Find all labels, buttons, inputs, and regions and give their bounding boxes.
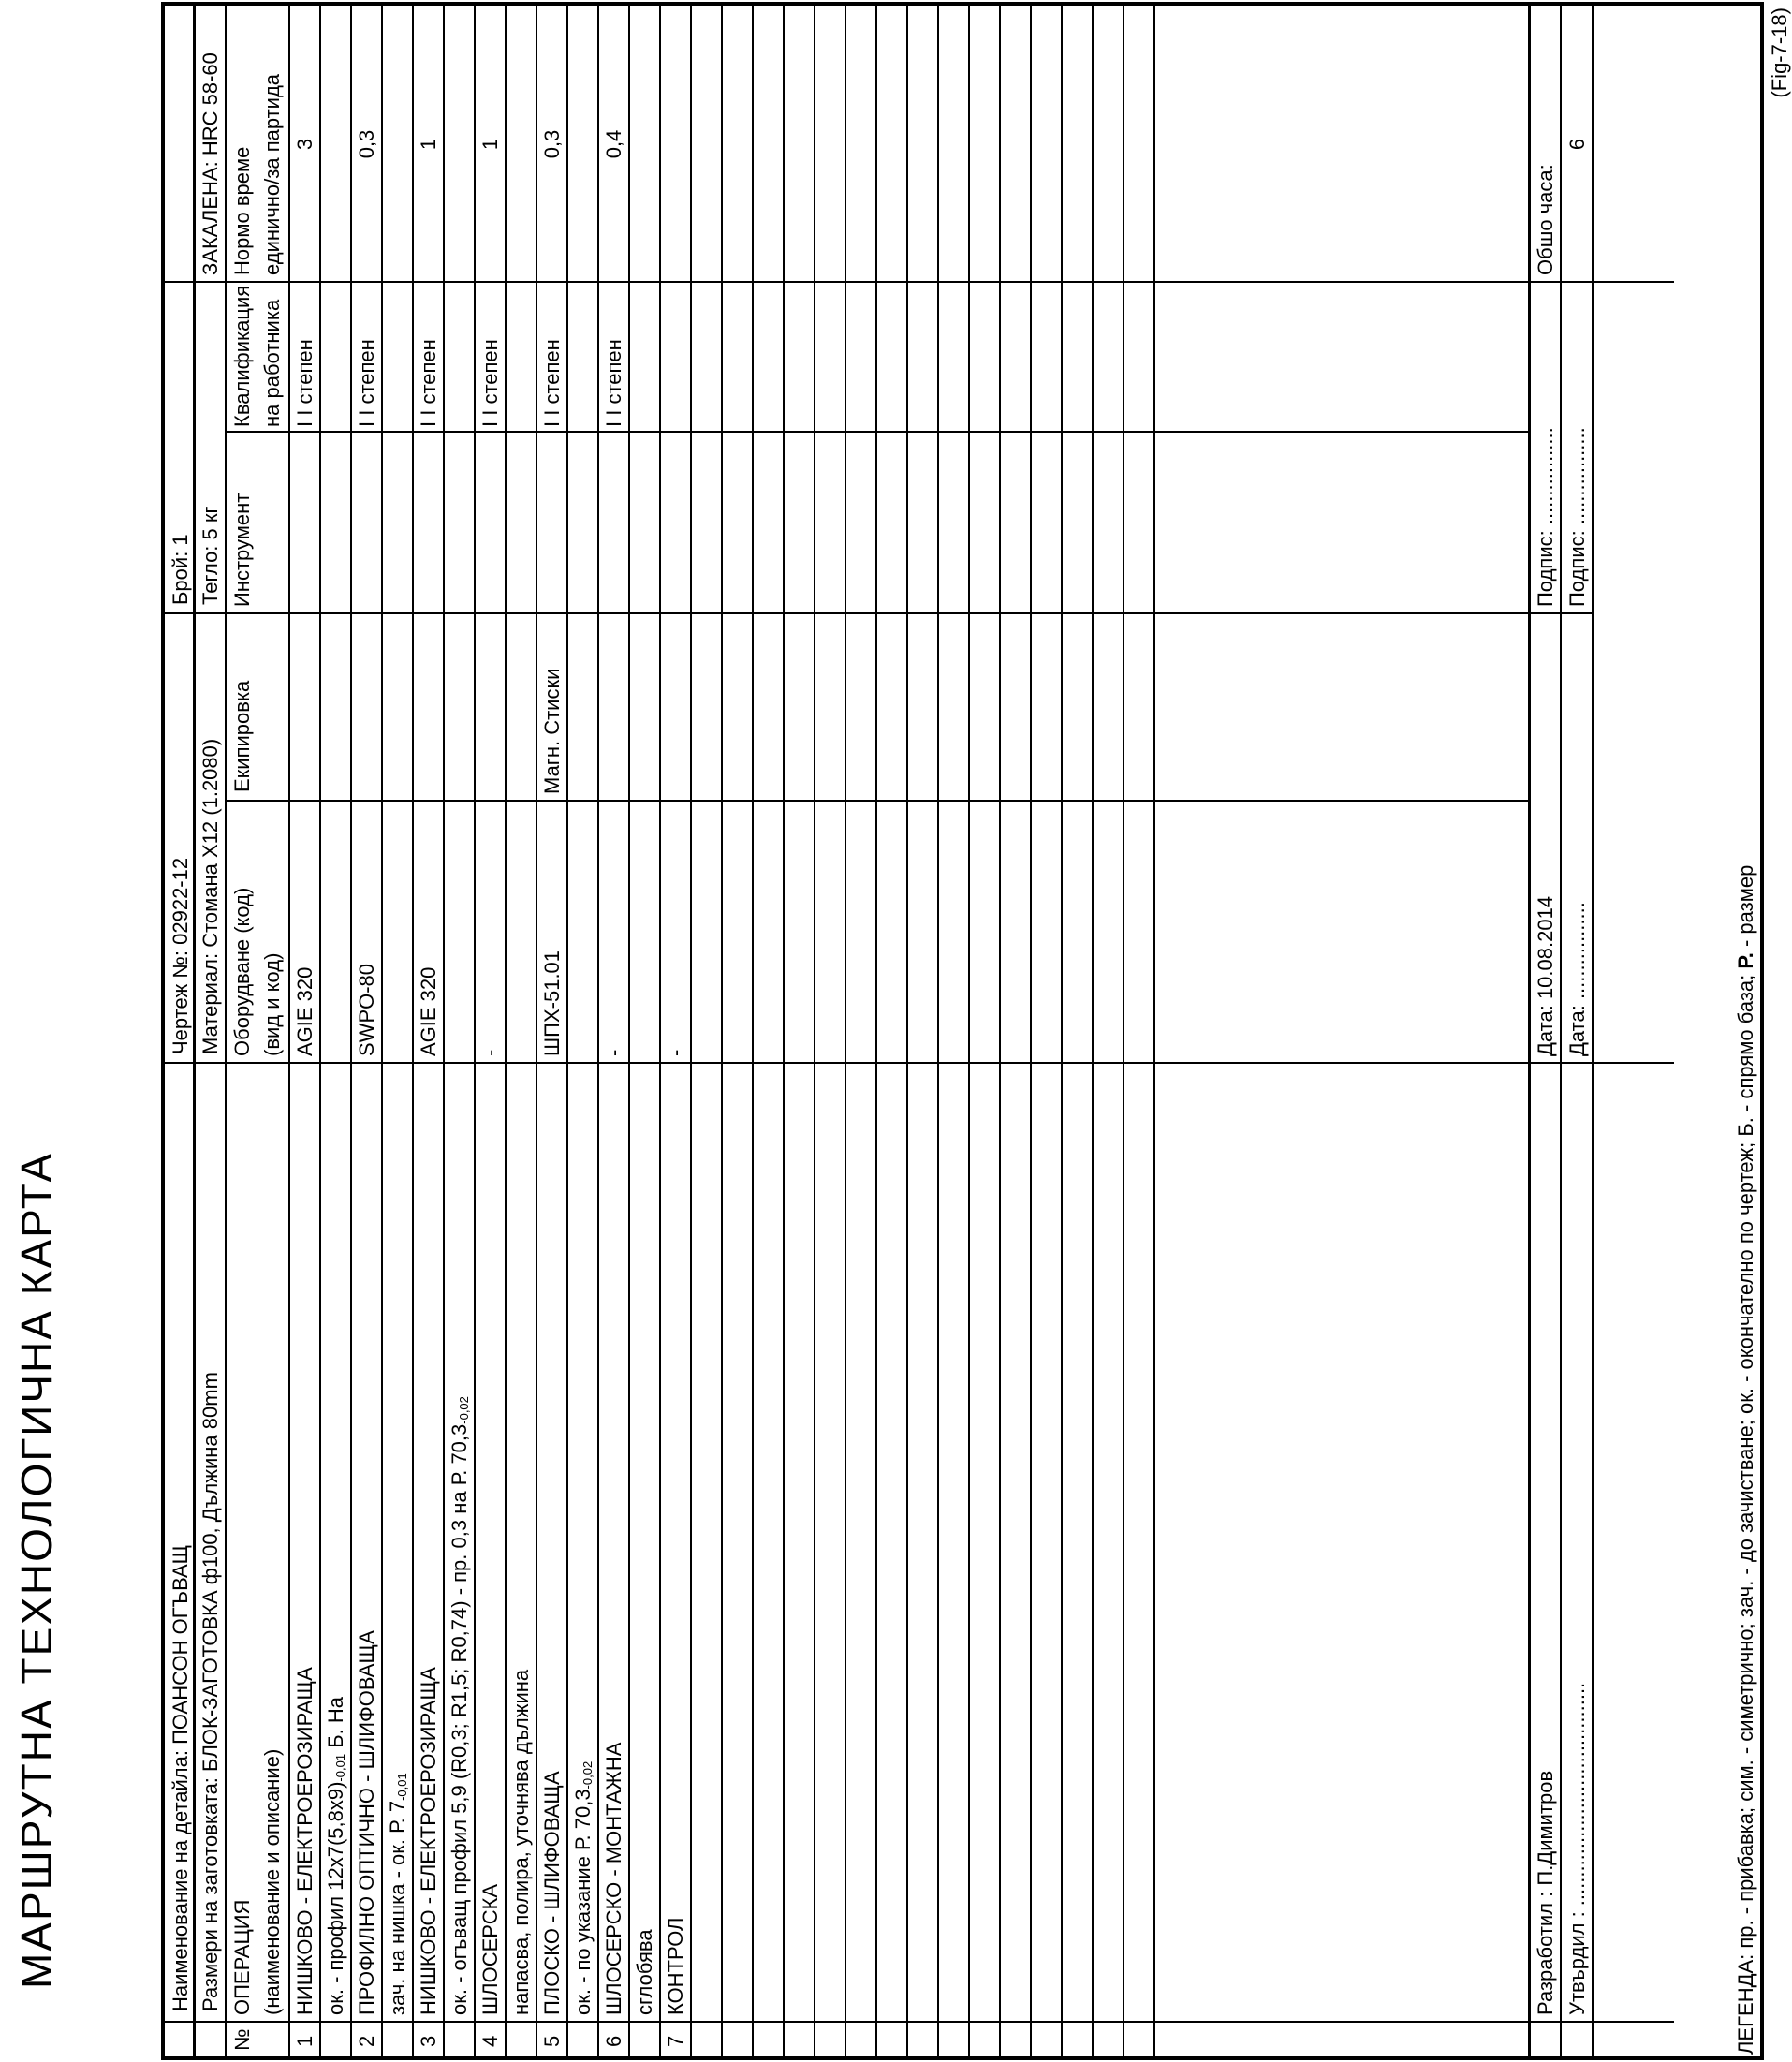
approved-sign: Подпис: ................. [1565, 427, 1589, 607]
footer-bottom [1592, 6, 1594, 2056]
norm-time-cell: 0,3 [540, 129, 564, 159]
row-line [999, 6, 1001, 2056]
row-line [906, 6, 908, 2056]
row-line [937, 6, 939, 2056]
norm-time-cell: 1 [417, 138, 440, 151]
col-norm-time: Нормо време [230, 146, 254, 275]
row-line [1061, 6, 1063, 2056]
column-line [165, 2021, 1674, 2023]
col-qualification-sub: на работника [260, 299, 284, 427]
tolerance-subscript: -0,01 [333, 1753, 347, 1782]
col-no: № [230, 2028, 254, 2051]
row-line [1153, 6, 1155, 2056]
total-hours-label: Обшо часа: [1534, 164, 1557, 275]
col-operation-sub: (наименование и описание) [260, 1748, 284, 2015]
row-line [319, 6, 321, 2056]
operation-tolerance [449, 1396, 470, 2015]
footer-divider [1560, 6, 1562, 2056]
header-divider [193, 6, 196, 2056]
weight: Тегло: 5 кг [198, 506, 222, 605]
operation-text: ШЛОСЕРСКА [478, 1883, 502, 2015]
row-number: 5 [540, 2035, 564, 2047]
equipment-cell: SWPO-80 [355, 963, 378, 1056]
equipment-cell: AGIE 320 [293, 966, 316, 1056]
qualification-cell: I I степен [602, 339, 625, 427]
operation-text: напасва, полира, уточнява дължина [509, 1669, 533, 2015]
blank-size: Размери на заготовката: БЛОК-ЗАГОТОВКА ф100, Дължина 80mm [198, 1372, 222, 2011]
operation-text: ок. - огъващ профил 5,9 (R0,3; R1,5; R0,74) - пр. 0,3 на Р. 70,3 [448, 1423, 471, 2015]
col-equipment-sub: (вид и код) [260, 952, 284, 1056]
qualification-cell: I I степен [540, 339, 564, 427]
row-line [659, 6, 661, 2056]
norm-time-cell: 0,3 [355, 129, 378, 159]
tolerance-subscript: -0,02 [457, 1396, 471, 1424]
qualification-cell: I I степен [417, 339, 440, 427]
operation-text: зач. на нишка - ок. Р. 7 [386, 1800, 409, 2015]
row-line [690, 6, 692, 2056]
fixture-cell: Магн. Стиски [540, 668, 564, 794]
operation-tail: Б. На [324, 1697, 347, 1754]
norm-time-cell: 1 [478, 138, 502, 151]
operation-text: сглобява [633, 1929, 656, 2015]
col-equipment: Оборудване (код) [230, 887, 254, 1056]
developed-date: Дата: 10.08.2014 [1534, 895, 1557, 1056]
legend-bold: Р. [1734, 952, 1757, 969]
column-line [165, 612, 225, 614]
operation-text: ок. - по указание Р. 70,3 [571, 1789, 595, 2015]
row-line [1123, 6, 1124, 2056]
row-number: 7 [664, 2035, 687, 2047]
equipment-cell: - [664, 1049, 687, 1056]
equipment-cell: ШПХ-51.01 [540, 950, 564, 1056]
footer-divider [1528, 6, 1531, 2056]
footer-column-line [1528, 612, 1592, 614]
col-qualification: Квалификация [230, 285, 254, 427]
legend-suffix: - размер [1734, 864, 1757, 953]
column-line [165, 1062, 1674, 1064]
operation-tolerance [388, 1773, 408, 2015]
row-line [566, 6, 568, 2056]
row-line [783, 6, 785, 2056]
col-fixture: Екипировка [230, 680, 254, 792]
count: Брой: 1 [169, 534, 192, 605]
tolerance-subscript: -0,02 [580, 1760, 595, 1790]
operation-text: ШЛОСЕРСКО - МОНТАЖНА [602, 1742, 625, 2015]
legend [1734, 865, 1758, 2055]
developed-by: Разработил : П.Димитров [1534, 1770, 1557, 2015]
approved-date: Дата: ................. [1565, 902, 1589, 1056]
legend-prefix: ЛЕГЕНДА: пр. - прибавка; сим. - симетрично; зач. - до зачистване; ок. - окончателно по чертеж; Б. - спрямо база; [1734, 968, 1757, 2055]
hardened: ЗАКАЛЕНА: HRC 58-60 [198, 52, 222, 275]
operation-tolerance [326, 1697, 346, 2015]
material: Материал: Стомана Х12 (1.2080) [198, 738, 222, 1054]
operation-text: ПЛОСКО - ШЛИФОВАЩА [540, 1771, 564, 2015]
qualification-cell: I I степен [293, 339, 316, 427]
row-line [968, 6, 970, 2056]
developed-sign: Подпис: ................. [1534, 427, 1557, 607]
operation-text: КОНТРОЛ [664, 1917, 687, 2015]
operation-text: НИШКОВО - ЕЛЕКТРОЕРОЗИРАЩА [417, 1667, 440, 2015]
row-line [381, 6, 383, 2056]
row-number: 4 [478, 2035, 502, 2047]
part-name: Наименование на детайла: ПОАНСОН ОГЪВАЩ [169, 1544, 192, 2011]
row-line [412, 6, 414, 2056]
row-line [814, 6, 815, 2056]
row-line [1092, 6, 1094, 2056]
row-line [597, 6, 599, 2056]
col-operation: ОПЕРАЦИЯ [230, 1899, 254, 2015]
tolerance-subscript: -0,01 [395, 1773, 409, 1801]
row-line [474, 6, 476, 2056]
norm-time-cell: 3 [293, 138, 316, 151]
row-number: 6 [602, 2035, 625, 2047]
row-line [875, 6, 877, 2056]
col-tool: Инструмент [230, 493, 254, 607]
row-line [536, 6, 537, 2056]
total-hours-value: 6 [1565, 138, 1589, 151]
row-line [443, 6, 445, 2056]
row-line [752, 6, 754, 2056]
equipment-cell: - [478, 1049, 502, 1056]
equipment-cell: - [602, 1049, 625, 1056]
norm-time-cell: 0,4 [602, 129, 625, 159]
page-title: МАРШРУТНА ТЕХНОЛОГИЧНА КАРТА [12, 1151, 61, 1990]
route-card-frame [161, 2, 1764, 2060]
column-header-divider [288, 6, 290, 2056]
header-divider [225, 6, 227, 2056]
drawing-number: Чертеж №: 02922-12 [169, 857, 192, 1054]
row-number: 1 [293, 2035, 316, 2047]
row-line [505, 6, 507, 2056]
equipment-cell: AGIE 320 [417, 966, 440, 1056]
operation-text: НИШКОВО - ЕЛЕКТРОЕРОЗИРАЩА [293, 1667, 316, 2015]
figure-label: (Fig-7-18) [1768, 7, 1791, 98]
operation-tolerance [573, 1761, 594, 2015]
row-line [721, 6, 723, 2056]
operation-text: ПРОФИЛНО ОПТИЧНО - ШЛИФОВАЩА [355, 1630, 378, 2015]
qualification-cell: I I степен [355, 339, 378, 427]
qualification-cell: I I степен [478, 339, 502, 427]
row-line [845, 6, 846, 2056]
row-number: 3 [417, 2035, 440, 2047]
row-line [628, 6, 630, 2056]
column-line [165, 281, 1674, 283]
approved-by: Утвърдил : ....................................... [1565, 1682, 1589, 2015]
col-norm-time-sub: единично/за партида [260, 73, 284, 275]
row-line [350, 6, 352, 2056]
operation-text: ок. - профил 12х7(5,8х9) [324, 1781, 347, 2015]
row-number: 2 [355, 2035, 378, 2047]
row-line [1030, 6, 1032, 2056]
